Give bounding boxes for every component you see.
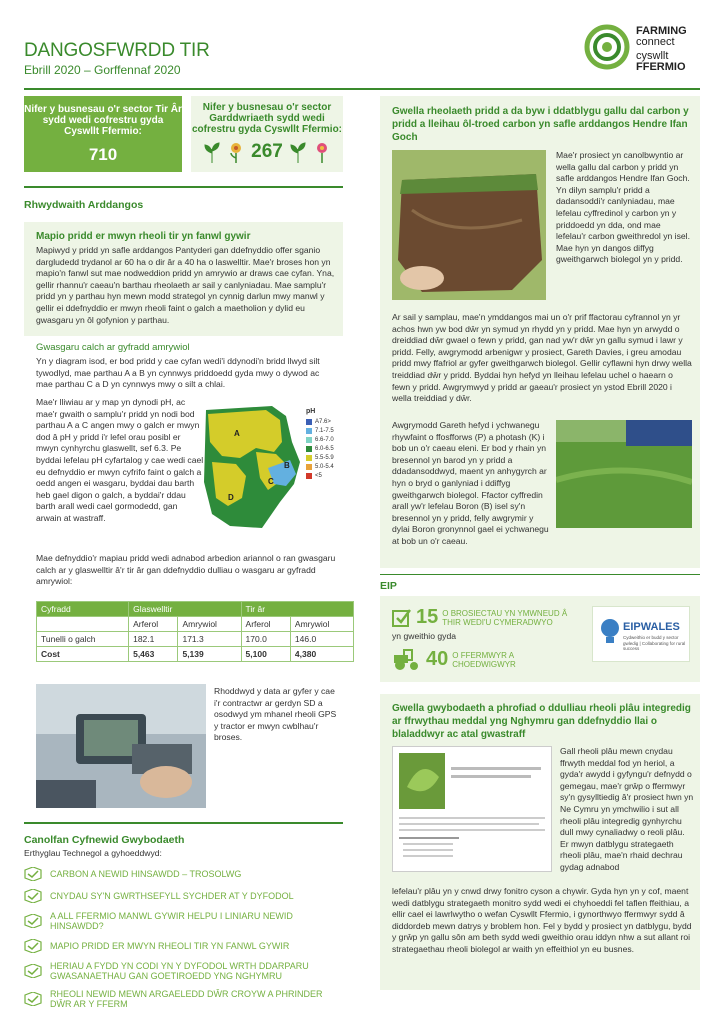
header-rule (24, 88, 700, 90)
lightbulb-icon (599, 617, 621, 647)
logo-swirl-icon (584, 22, 630, 72)
table-cell: 4,380 (290, 647, 353, 662)
ph-legend-item (306, 444, 342, 453)
page-title: DANGOSFWRDD TIR (24, 40, 210, 61)
tractor-icon (392, 649, 422, 671)
ph-legend-label: 6.0-6.5 (315, 445, 334, 452)
arable-stat-label: Nifer y busnesau o'r sector Tir Âr sydd wedi cofrestru gyda Cyswllt Ffermio: (24, 104, 182, 137)
ph-legend-swatch (306, 464, 312, 470)
ph-legend-swatch (306, 419, 312, 425)
eip-logo-subtext: Cydweithio er budd y sector gwledig | Collaborating for rural success (623, 635, 686, 651)
lime-cost-table-wrap (36, 601, 354, 662)
article-link[interactable] (24, 909, 343, 933)
soil-sample-photo (392, 150, 546, 300)
technical-articles-list (24, 862, 343, 1011)
article-link[interactable] (24, 937, 343, 955)
pest-management-text-2: lefelau'r plâu yn y cnwd drwy fonitro cyson a chywir. Gyda hyn yn y cof, maent wedi datblygu strategaeth monitro sydd wedi ei chyhoeddi fel taflen ffeithiau, a ellir cael ei lawrlwytho o wefan Cyswllt Ffermio, i gynorthwyo ffermwyr sydd â diddordeb mewn datrys y broblem hon. Fel y bydd y prosiect yn datblygu, bydd y grŵp yn gallu sôn am beth sydd wedi gweithio orau iddyn nhw a sut allant roi strategaethau rheoli biolegol ar waith yn effeithiol yn eu busnes. (392, 886, 692, 954)
table-header-row (37, 602, 354, 617)
ph-legend-label: 5.0-5.4 (315, 463, 334, 470)
eip-wales-logo (592, 606, 690, 662)
eip-working-with: yn gweithio gyda (392, 631, 457, 641)
ph-legend-swatch (306, 455, 312, 461)
eip-projects-stat (392, 606, 578, 629)
logo-line3: cyswllt (636, 50, 669, 62)
eip-rule (380, 574, 700, 575)
ph-legend-item (306, 426, 342, 435)
table-row-label: Cost (37, 647, 129, 662)
ph-legend-swatch (306, 446, 312, 452)
article-title: HERIAU A FYDD YN CODI YN Y DYFODOL WRTH DDARPARU GWASANAETHAU GAN GOETIROEDD YNG NGHYMRU (50, 961, 309, 981)
zone-d-label: D (228, 493, 234, 502)
checkbox-icon (392, 608, 412, 628)
lime-savings-text: Mae defnyddio'r mapiau pridd wedi adnabod arbedion ariannol o ran gwasgaru calch ar y glaswelltir â'r tir âr gan ddefnyddio dulliau o wasgaru ar gyfradd amrywiol: (36, 553, 336, 587)
logo-line2: connect (636, 36, 675, 48)
network-section-title: Rhwydwaith Arddangos (24, 199, 144, 211)
plant-icon (289, 141, 307, 163)
ph-legend-swatch (306, 428, 312, 434)
article-title: CNYDAU SY'N GWRTHSEFYLL SYCHDER AT Y DYFODOL (50, 891, 294, 901)
table-row-label: Tunelli o galch (37, 632, 129, 647)
page-subtitle: Ebrill 2020 – Gorffennaf 2020 (24, 63, 181, 77)
flower-icon (313, 141, 331, 163)
soil-mapping-title: Mapio pridd er mwyn rheoli tir yn fanwl gywir (36, 231, 251, 242)
logo-line4: FFERMIO (636, 61, 686, 73)
eip-farmers-label: O FFERMWYR A CHOEDWIGWYR (452, 650, 516, 669)
tractor-caption: Rhoddwyd y data ar gyfer y cae i'r contractwr ar gerdyn SD a osodwyd ym mhanel rheoli GPS y tractor er mwyn cwblhau'r broses. (214, 686, 337, 743)
zone-a-label: A (234, 429, 240, 438)
soil-carbon-text-2: Ar sail y samplau, mae'n ymddangos mai un o'r prif ffactorau cyfrannol yn yr achos hwn yw bod dŵr yn symud yn rhydd yn y pridd. Mae hyn yn arwydd o dreiddiad dŵr gwael o fewn y pridd, gan nad yw'r dŵr yn gallu symud i lawr y pridd. Felly, awgrymodd arbenigwr y prosiect, Gareth Davies, i greu amodau pridd mwy ffafriol ar gyfer gweithgarwch biolegol. Gellir cyflawni hyn drwy wella treiddiad dŵr y pridd. Byddai hyn hefyd yn lleihau lefelau uchel o haearn o fewn y pridd. Awgrymwyd y pridd ar gaeau'r prosiect yn ystod Ebrill 2020 i wella treiddiad y dŵr. (392, 312, 692, 404)
ph-legend-title: pH (306, 408, 316, 415)
lime-intro-text: Yn y diagram isod, er bod pridd y cae cyfan wedi'i ddynodi'n bridd llwyd silt tywodlyd, mae parthau A a B yn cynnwys priddoedd gyda mwy o dywod ac mae parthau C a D yn cynnwys mwy o silt a chlai. (36, 356, 320, 390)
table-cell: 5,463 (129, 647, 178, 662)
table-header-grassland: Glaswelltir (129, 602, 241, 617)
table-row (37, 632, 354, 647)
logo-text (636, 26, 687, 73)
soil-mapping-text: Mapiwyd y pridd yn safle arddangos Pantyderi gan ddefnyddio offer sganio dargludedd trydanol ar 60 ha o dir âr a 40 ha o laswelltir. Mae'r broses hon yn mapio'n fanwl sut mae nodweddion pridd yn amrywio ar draws cae cyfan. Yna, gellir rhannu'r caeau'n barthau rheolaeth ar sail y canlyniadau. Mae samplu'r pridd yn y parthau hyn mewn modd strategol yn cynnig darlun mwy manwl y gellir ei ddefnyddio er mwyn rheoli faint o galch a maetholion y dylid eu gwasgaru yn ôl gofynion y parthau. (36, 245, 335, 325)
ph-legend-label: A7.6> (315, 418, 331, 425)
centre-subtitle: Erthyglau Technegol a gyhoeddwyd: (24, 848, 162, 858)
factsheet-thumbnail[interactable] (392, 746, 552, 872)
factsheet-preview (393, 747, 553, 873)
eip-farmers-stat (392, 648, 542, 671)
farming-connect-logo (584, 22, 714, 76)
zone-c-label: C (268, 477, 274, 486)
ph-legend-label: <5 (315, 472, 322, 479)
ph-legend-label: 5.5-5.9 (315, 454, 334, 461)
ph-legend-item (306, 453, 342, 462)
ph-legend-item (306, 417, 342, 426)
horticulture-stat-value: 267 (251, 141, 283, 162)
field-tractor-photo (556, 420, 692, 528)
ph-legend (306, 408, 342, 480)
article-title: RHEOLI NEWID MEWN ARGAELEDD DŴR CROYW A PHRINDER DŴR AR Y FFERM (50, 989, 323, 1009)
tractor-gps-photo (36, 684, 206, 808)
article-link[interactable] (24, 987, 343, 1011)
soil-carbon-title: Gwella rheolaeth pridd a da byw i ddatblygu gallu dal carbon y pridd a lleihau ôl-troed carbon yn safle arddangos Hendre Ifan Goch (392, 106, 689, 143)
leaflet-icon (24, 939, 42, 953)
ph-legend-label: 7.1-7.5 (315, 427, 334, 434)
eip-farmers-number: 40 (426, 648, 449, 670)
table-sub-cell: Arferol (241, 617, 290, 632)
centre-title: Canolfan Cyfnewid Gwybodaeth (24, 834, 185, 846)
table-cell: 146.0 (290, 632, 353, 647)
table-sub-cell: Arferol (129, 617, 178, 632)
table-cell: 182.1 (129, 632, 178, 647)
soil-carbon-text-1: Mae'r prosiect yn canolbwyntio ar wella gallu dal carbon y pridd yn safle arddangos Hendre Ifan Goch. Yn dilyn samplu'r pridd a dadansoddi'r canlyniadau, mae lefelau cyffredinol y carbon yn y priddoedd yn dda, ond mae lefelau'r carbon gweithredol yn isel. Mae hyn yn dangos diffyg gweithgarwch biolegol yn y pridd. (556, 150, 690, 265)
centre-rule (24, 822, 343, 824)
lime-ph-text: Mae'r lliwiau ar y map yn dynodi pH, ac mae'r gwaith o samplu'r pridd yn nodi bod parthau A a C angen mwy o galch er mwyn dod â pH y pridd i'r lefel orau posibl er mwyn cynhyrchu glaswellt, sef 6.3. Pe byddai lefelau pH cyfartalog y cae wedi cael eu defnyddio er mwyn cyfrifo faint o galch a oedd angen ei wasgaru, byddai dau barth heb gael digon o galch, a byddai'r ddau barth arall wedi cael gormodedd, gan arwain at wastraff. (36, 397, 204, 523)
pest-management-title: Gwella gwybodaeth a phrofiad o ddulliau rheoli plâu integredig ar ffrwythau meddal yng Nghymru gan ddefnyddio llai o blaladdwyr ac atal gwastraff (392, 703, 691, 740)
eip-projects-number: 15 (416, 606, 439, 628)
soil-ph-map-graphic (202, 402, 302, 532)
article-title: MAPIO PRIDD ER MWYN RHEOLI TIR YN FANWL GYWIR (50, 941, 290, 951)
flower-icon (227, 141, 245, 163)
leaflet-icon (24, 914, 42, 928)
leaflet-icon (24, 992, 42, 1006)
eip-title: EIP (380, 580, 397, 592)
table-cell: 171.3 (178, 632, 241, 647)
ph-legend-swatch (306, 437, 312, 443)
eip-logo-text: EIPWALES (623, 621, 680, 633)
article-link[interactable] (24, 865, 343, 883)
table-sub-cell: Amrywiol (290, 617, 353, 632)
pest-management-text-1: Gall rheoli plâu mewn cnydau ffrwyth meddal fod yn heriol, a gyda'r awydd i gyfyngu'r defnydd o gemegau, mae'r grŵp o ffermwyr sy'n gysylltiedig â'r prosiect hwn yn Ne Cymru yn ymchwilio i sut all rheoli plâu integredig gynhyrchu dull mwy cynaliadwy o reoli plâu. Er mwyn datblygu strategaeth rheoli plâu, mae'n rhaid dechrau gydag adnabod (560, 746, 694, 872)
table-cell: 170.0 (241, 632, 290, 647)
stats-rule (24, 186, 343, 188)
soil-carbon-text-3: Awgrymodd Gareth hefyd i ychwanegu rhywfaint o ffosfforws (P) a photash (K) i bob un o'r caeau eleni. Er bod y rhain yn bresennol yn barod yn y pridd a ddadansoddwyd, maent yn anhygyrch ar hyn o bryd o ganlyniad i ddiffyg gweithgarwch biolegol. Ffactor cyffredin arall yw'r lefelau Boron (B) isel sy'n bresennol yn y pridd, felly awgrymir y dylai Boron gronynnol gael ei ychwanegu at bob un o'r caeau. (392, 420, 549, 546)
table-sub-cell: Amrywiol (178, 617, 241, 632)
ph-legend-swatch (306, 473, 312, 479)
table-cell: 5,139 (178, 647, 241, 662)
arable-stat-value: 710 (88, 145, 118, 164)
table-subheader-row (37, 617, 354, 632)
horticulture-stat-box (191, 96, 343, 172)
eip-projects-label: O BROSIECTAU YN YMWNEUD Â THIR WEDI'U CYMERADWYO (442, 608, 568, 627)
leaflet-icon (24, 867, 42, 881)
soil-clump-illustration (392, 150, 546, 300)
arable-stat-box (24, 96, 182, 172)
tractor-cab-illustration (36, 684, 206, 808)
plant-icon (203, 141, 221, 163)
article-link[interactable] (24, 959, 343, 983)
table-cell: 5,100 (241, 647, 290, 662)
field-illustration (556, 420, 692, 528)
soil-ph-map (202, 402, 302, 532)
leaflet-icon (24, 964, 42, 978)
table-row (37, 647, 354, 662)
lime-cost-table (36, 601, 354, 662)
ph-legend-item (306, 435, 342, 444)
article-link[interactable] (24, 887, 343, 905)
ph-legend-item (306, 471, 342, 480)
table-header-rate: Cyfradd (37, 602, 129, 617)
table-header-arable: Tir âr (241, 602, 353, 617)
zone-b-label: B (284, 461, 290, 470)
article-title: CARBON A NEWID HINSAWDD – TROSOLWG (50, 869, 242, 879)
horticulture-stat-label: Nifer y busnesau o'r sector Garddwriaeth sydd wedi cofrestru gyda Cyswllt Ffermio: (191, 102, 343, 135)
leaflet-icon (24, 889, 42, 903)
article-title: A ALL FFERMIO MANWL GYWIR HELPU I LINIARU NEWID HINSAWDD? (50, 911, 293, 931)
lime-title: Gwasgaru calch ar gyfradd amrywiol (36, 342, 190, 353)
ph-legend-label: 6.6-7.0 (315, 436, 334, 443)
ph-legend-item (306, 462, 342, 471)
logo-line1: FARMING (636, 25, 687, 37)
